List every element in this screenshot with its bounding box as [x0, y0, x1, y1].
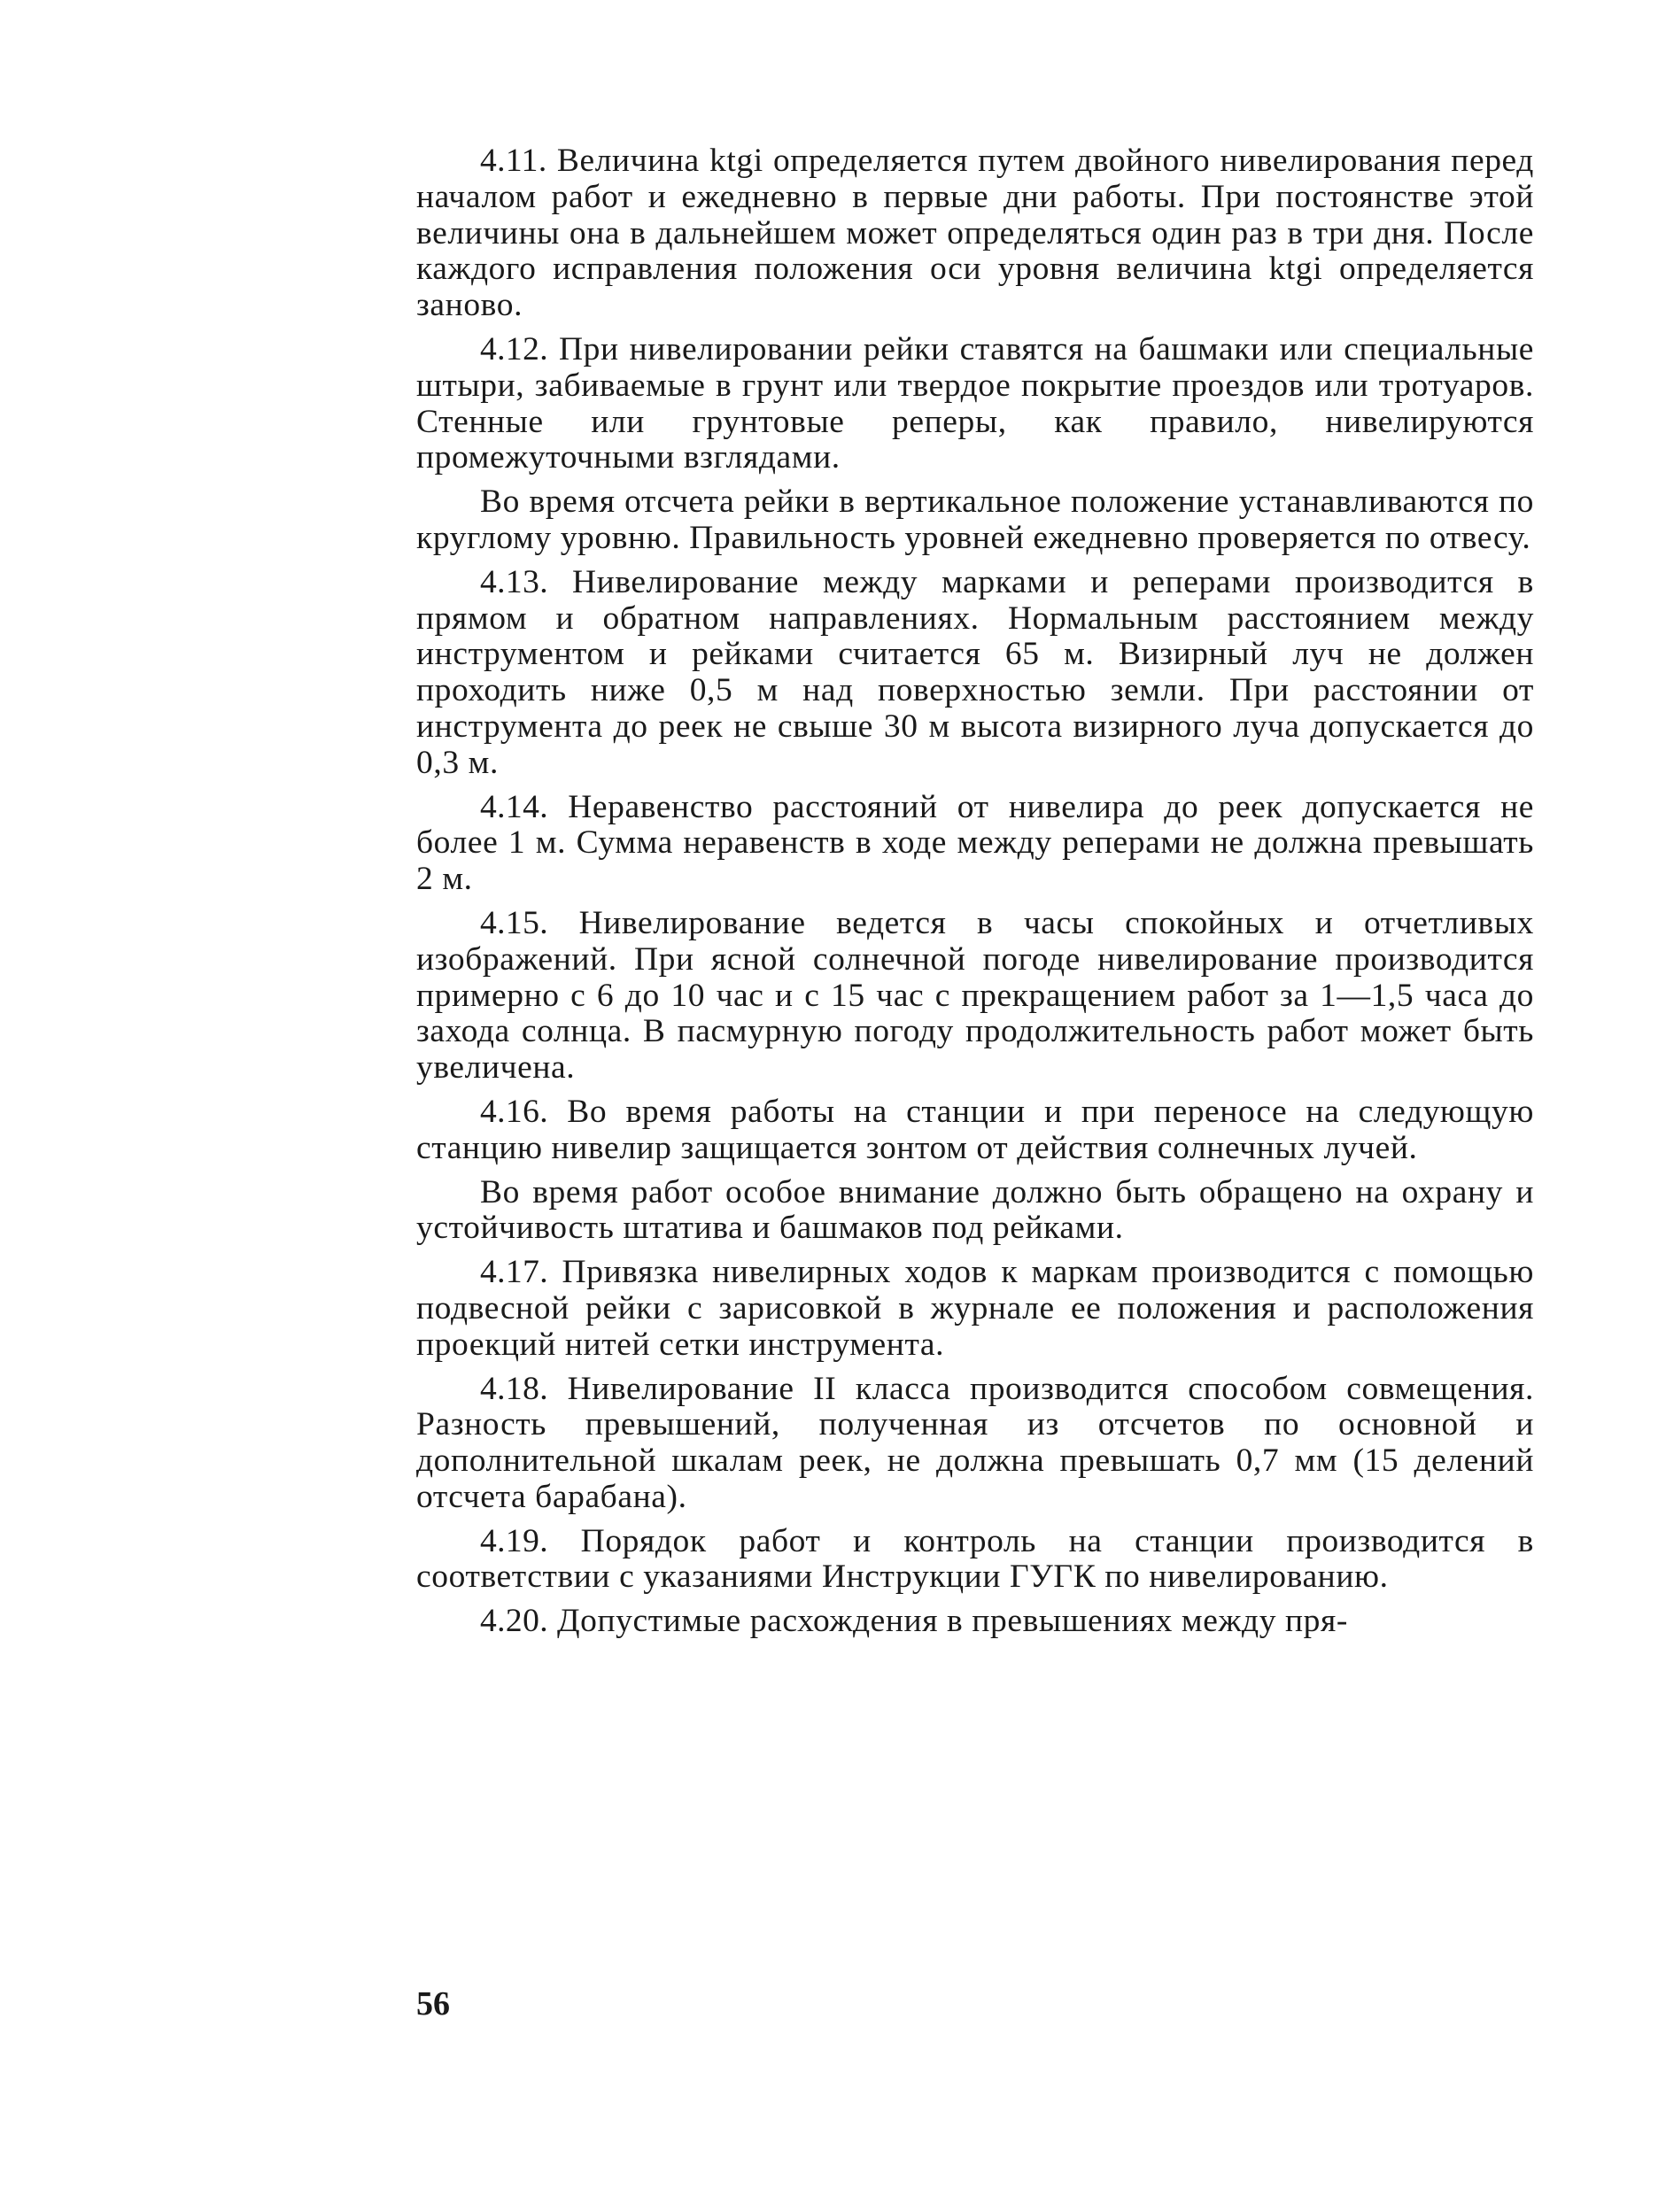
clause-number: 4.14. [480, 788, 548, 825]
paragraph-text: Во время отсчета рейки в вертикальное положение устанавливаются по круглому уровню. Правильность уровней ежедневно проверяется по отвесу. [416, 483, 1534, 556]
paragraph-4-13 [416, 565, 1534, 782]
page-number: 56 [416, 1985, 450, 2023]
clause-number: 4.19. [480, 1522, 548, 1559]
paragraph-4-11 [416, 143, 1534, 324]
paragraph-4-16 [416, 1094, 1534, 1167]
paragraph-text: Порядок работ и контроль на станции производится в соответствии с указаниями Инструкции ГУГК по нивелированию. [416, 1522, 1534, 1596]
paragraph-4-20 [416, 1604, 1534, 1640]
paragraph-4-16-cont [416, 1175, 1534, 1248]
paragraph-4-18 [416, 1372, 1534, 1516]
clause-number: 4.15. [480, 904, 548, 941]
paragraph-4-19 [416, 1524, 1534, 1597]
paragraph-4-12 [416, 332, 1534, 476]
paragraph-4-15 [416, 906, 1534, 1087]
paragraph-text: Допустимые расхождения в превышениях между пря- [556, 1603, 1348, 1640]
paragraph-text: Во время работ особое внимание должно быть обращено на охрану и устойчивость штатива и башмаков под рейками. [416, 1173, 1534, 1247]
paragraph-text: Величина ktgi определяется путем двойного нивелирования перед началом работ и ежедневно в первые дни работы. При постоянстве этой величины она в дальнейшем может определяться один раз в три дня. После каждого исправления положения оси уровня величина ktgi определяется заново. [416, 143, 1534, 324]
paragraph-text: Нивелирование II класса производится способом совмещения. Разность превышений, полученная из отсчетов по основной и дополнительной шкалам реек, не должна превышать 0,7 мм (15 делений отсчета барабана). [416, 1370, 1534, 1515]
paragraph-text: Во время работы на станции и при переносе на следующую станцию нивелир защищается зонтом от действия солнечных лучей. [416, 1093, 1534, 1166]
clause-number: 4.13. [480, 563, 548, 600]
paragraph-4-14 [416, 790, 1534, 898]
paragraph-text: Нивелирование ведется в часы спокойных и отчетливых изображений. При ясной солнечной погоде нивелирование производится примерно с 6 до 10 час и с 15 час с прекращением работ за 1—1,5 часа до захода солнца. В пасмурную погоду продолжительность работ может быть увеличена. [416, 904, 1534, 1087]
paragraph-text: При нивелировании рейки ставятся на башмаки или специальные штыри, забиваемые в грунт или твердое покрытие проездов или тротуаров. Стенные или грунтовые реперы, как правило, нивелируются промежуточными взглядами. [416, 330, 1534, 476]
paragraph-text: Привязка нивелирных ходов к маркам производится с помощью подвесной рейки с зарисовкой в журнале ее положения и расположения проекций нитей сетки инструмента. [416, 1254, 1534, 1363]
paragraph-4-12-cont [416, 484, 1534, 557]
document-body [416, 143, 1534, 1648]
clause-number: 4.18. [480, 1370, 548, 1407]
clause-number: 4.16. [480, 1093, 548, 1130]
paragraph-text: Неравенство расстояний от нивелира до реек допускается не более 1 м. Сумма неравенств в ходе между реперами не должна превышать 2 м. [416, 788, 1534, 898]
clause-number: 4.20. [480, 1603, 548, 1640]
paragraph-text: Нивелирование между марками и реперами производится в прямом и обратном направлениях. Нормальным расстоянием между инструментом и рейками считается 65 м. Визирный луч не должен проходить ниже 0,5 м над поверхностью земли. При расстоянии от инструмента до реек не свыше 30 м высота визирного луча допускается до 0,3 м. [416, 563, 1534, 781]
clause-number: 4.12. [480, 330, 548, 367]
clause-number: 4.17. [480, 1254, 548, 1291]
paragraph-4-17 [416, 1255, 1534, 1363]
clause-number: 4.11. [480, 143, 547, 179]
